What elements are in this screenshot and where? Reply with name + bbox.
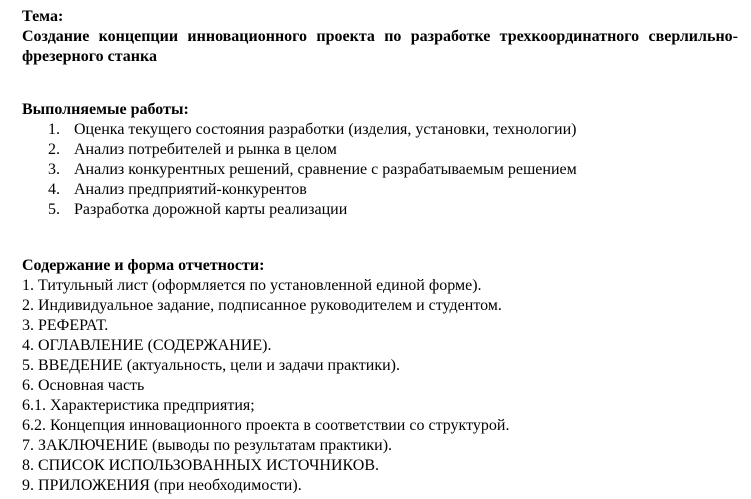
list-item-text: Анализ потребителей и рынка в целом <box>74 141 337 158</box>
list-item: 9. ПРИЛОЖЕНИЯ (при необходимости). <box>22 477 302 494</box>
list-item <box>48 180 577 200</box>
topic-title: Создание концепции инновационного проекта по разработке трехкоординатного сверлильно-фрезерного станка <box>22 28 738 65</box>
list-item-number: 5. <box>48 201 60 218</box>
list-item <box>48 140 577 160</box>
list-item-text: Анализ предприятий-конкурентов <box>74 181 307 198</box>
list-item-number: 2. <box>48 141 60 158</box>
list-item: 3. РЕФЕРАТ. <box>22 317 109 334</box>
list-item: 6.2. Концепция инновационного проекта в соответствии со структурой. <box>22 417 510 434</box>
list-item: 5. ВВЕДЕНИЕ (актуальность, цели и задачи практики). <box>22 357 400 374</box>
list-item <box>48 200 577 220</box>
report-list <box>22 276 509 496</box>
list-item-text: Разработка дорожной карты реализации <box>74 201 348 218</box>
list-item: 4. ОГЛАВЛЕНИЕ (СОДЕРЖАНИЕ). <box>22 337 272 354</box>
list-item-text: Анализ конкурентных решений, сравнение с разрабатываемым решением <box>74 161 577 178</box>
list-item <box>48 160 577 180</box>
list-item: 1. Титульный лист (оформляется по установленной единой форме). <box>22 277 482 294</box>
list-item-text: Оценка текущего состояния разработки (изделия, установки, технологии) <box>74 121 577 138</box>
report-heading: Содержание и форма отчетности: <box>22 257 265 274</box>
list-item: 6. Основная часть <box>22 377 145 394</box>
list-item: 2. Индивидуальное задание, подписанное руководителем и студентом. <box>22 297 502 314</box>
works-list <box>48 120 577 220</box>
list-item-number: 1. <box>48 121 60 138</box>
topic-label: Тема: <box>22 8 64 25</box>
works-heading: Выполняемые работы: <box>22 101 189 118</box>
list-item: 7. ЗАКЛЮЧЕНИЕ (выводы по результатам практики). <box>22 437 393 454</box>
list-item-number: 3. <box>48 161 60 178</box>
list-item <box>48 120 577 140</box>
list-item: 6.1. Характеристика предприятия; <box>22 397 255 414</box>
list-item-number: 4. <box>48 181 60 198</box>
list-item: 8. СПИСОК ИСПОЛЬЗОВАННЫХ ИСТОЧНИКОВ. <box>22 457 380 474</box>
